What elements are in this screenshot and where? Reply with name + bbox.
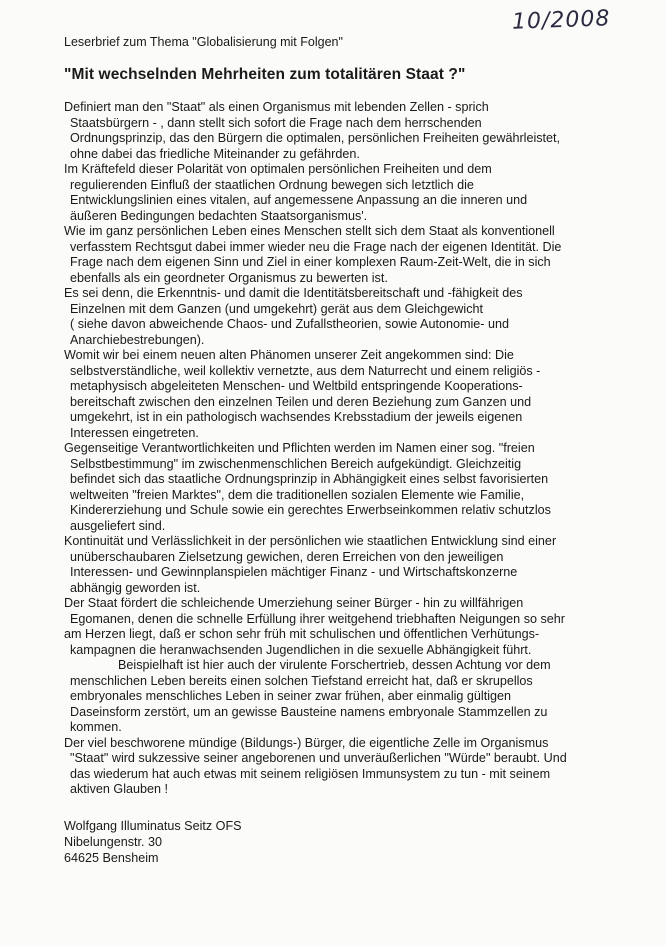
body-line: ohne dabei das friedliche Miteinander zu gefährden. — [70, 146, 360, 161]
body-line: Der Staat fördert die schleichende Umerziehung seiner Bürger - hin zu willfährigen — [64, 596, 524, 610]
body-line: Es sei denn, die Erkenntnis- und damit die Identitätsbereitschaft und -fähigkeit des — [64, 286, 523, 300]
body-line: embryonales menschliches Leben in seiner zwar frühen, aber einmalig gültigen — [70, 689, 512, 703]
body-line: Anarchiebestrebungen). — [70, 332, 205, 347]
body-line: Im Kräftefeld dieser Polarität von optimalen persönlichen Freiheiten und dem — [64, 162, 492, 176]
body-line: Kindererziehung und Schule sowie ein gerechtes Erwerbseinkommen relativ schutzlos — [70, 503, 551, 517]
body-line: weltweiten "freien Marktes", dem die traditionellen sozialen Elemente wie Familie, — [70, 487, 525, 502]
body-line: Der viel beschworene mündige (Bildungs-) Bürger, die eigentliche Zelle im Organismus — [64, 735, 549, 750]
body-line: Ordnungsprinzip, das den Bürgern die optimalen, persönlichen Freiheiten gewährleistet, — [70, 131, 561, 145]
body-line: "Staat" wird sukzessive seiner angeborenen und unveräußerlichen "Würde" beraubt. Und — [70, 751, 567, 765]
body-line: Interessen eingetreten. — [70, 425, 199, 440]
handwritten-date: 10/2008 — [511, 6, 611, 35]
body-line: metaphysisch abgeleiteten Menschen- und Weltbild entspringende Kooperations- — [70, 379, 523, 393]
body-line: äußeren Bedingungen bedachten Staatsorganismus'. — [70, 208, 368, 223]
signature-block — [64, 818, 242, 866]
body-line: kampagnen die heranwachsenden Jugendlichen in die sexuelle Abhängigkeit führt. — [70, 642, 532, 657]
body-line: kommen. — [70, 720, 122, 734]
signature-name: Wolfgang Illuminatus Seitz OFS — [64, 819, 242, 833]
letter-body — [64, 100, 624, 798]
body-line: Womit wir bei einem neuen alten Phänomen unserer Zeit angekommen sind: Die — [64, 348, 514, 362]
body-line: ausgeliefert sind. — [70, 518, 166, 533]
body-line: abhängig geworden ist. — [70, 580, 201, 595]
body-line: Entwicklungslinien eines vitalen, auf angemessene Anpassung an die inneren und — [70, 193, 528, 207]
body-line: Kontinuität und Verlässlichkeit in der persönlichen wie staatlichen Entwicklung sind einer — [64, 534, 557, 548]
body-line: regulierenden Einfluß der staatlichen Ordnung bewegen sich letztlich die — [70, 177, 474, 192]
body-line: Selbstbestimmung" im zwischenmenschlichen Bereich aufgekündigt. Gleichzeitig — [70, 456, 522, 471]
letter-subject: Leserbrief zum Thema "Globalisierung mit Folgen" — [64, 35, 343, 49]
signature-street: Nibelungenstr. 30 — [64, 835, 163, 849]
body-line: verfasstem Rechtsgut dabei immer wieder neu die Frage nach der eigenen Identität. Die — [70, 239, 562, 254]
body-line: selbstverständliche, weil kollektiv vernetzte, aus dem Naturrecht und einem religiös - — [70, 363, 541, 378]
body-line: bereitschaft zwischen den einzelnen Teilen und deren Beziehung zum Ganzen und — [70, 394, 532, 409]
body-line: am Herzen liegt, daß er schon sehr früh mit schulischen und öffentlichen Verhütungs- — [64, 627, 540, 641]
body-line: umgekehrt, ist in ein pathologisch wachsendes Krebsstadium der jeweils eigenen — [70, 410, 523, 424]
body-line: unüberschaubaren Zielsetzung gewichen, deren Erreichen von den jeweiligen — [70, 549, 504, 564]
body-line: Staatsbürgern - , dann stellt sich sofort die Frage nach dem herrschenden — [70, 115, 482, 130]
body-line: befindet sich das staatliche Ordnungsprinzip in Abhängigkeit eines selbst favorisierten — [70, 472, 549, 486]
body-line: Interessen- und Gewinnplanspielen mächtiger Finanz - und Wirtschaftskonzerne — [70, 565, 518, 579]
body-line: Egomanen, denen die schnelle Erfüllung ihrer weitgehend triebhaften Neigungen so sehr — [70, 611, 565, 626]
body-line: Definiert man den "Staat" als einen Organismus mit lebenden Zellen - sprich — [64, 100, 489, 114]
body-line: Einzelnen mit dem Ganzen (und umgekehrt) gerät aus dem Gleichgewicht — [70, 301, 484, 316]
body-line: Frage nach dem eigenen Sinn und Ziel in einer komplexen Raum-Zeit-Welt, die in sich — [70, 255, 551, 269]
body-line: Daseinsform zerstört, um an gewisse Bausteine namens embryonale Stammzellen zu — [70, 704, 548, 719]
body-line: das wiederum hat auch etwas mit seinem religiösen Immunsystem zu tun - mit seinem — [70, 766, 551, 781]
body-line: Wie im ganz persönlichen Leben eines Menschen stellt sich dem Staat als konventionell — [64, 224, 555, 238]
letter-headline: "Mit wechselnden Mehrheiten zum totalitären Staat ?" — [64, 66, 466, 83]
body-line: aktiven Glauben ! — [70, 782, 169, 796]
body-line: ebenfalls als ein geordneter Organismus zu bewerten ist. — [70, 270, 388, 285]
signature-city: 64625 Bensheim — [64, 851, 159, 865]
body-line: Beispielhaft ist hier auch der virulente Forschertrieb, dessen Achtung vor dem — [118, 658, 551, 672]
body-line: ( siehe davon abweichende Chaos- und Zufallstheorien, sowie Autonomie- und — [70, 317, 509, 331]
body-line: Gegenseitige Verantwortlichkeiten und Pflichten werden im Namen einer sog. "freien — [64, 441, 535, 455]
body-line: menschlichen Leben bereits einen solchen Tiefstand erreicht hat, daß er skrupellos — [70, 673, 533, 688]
